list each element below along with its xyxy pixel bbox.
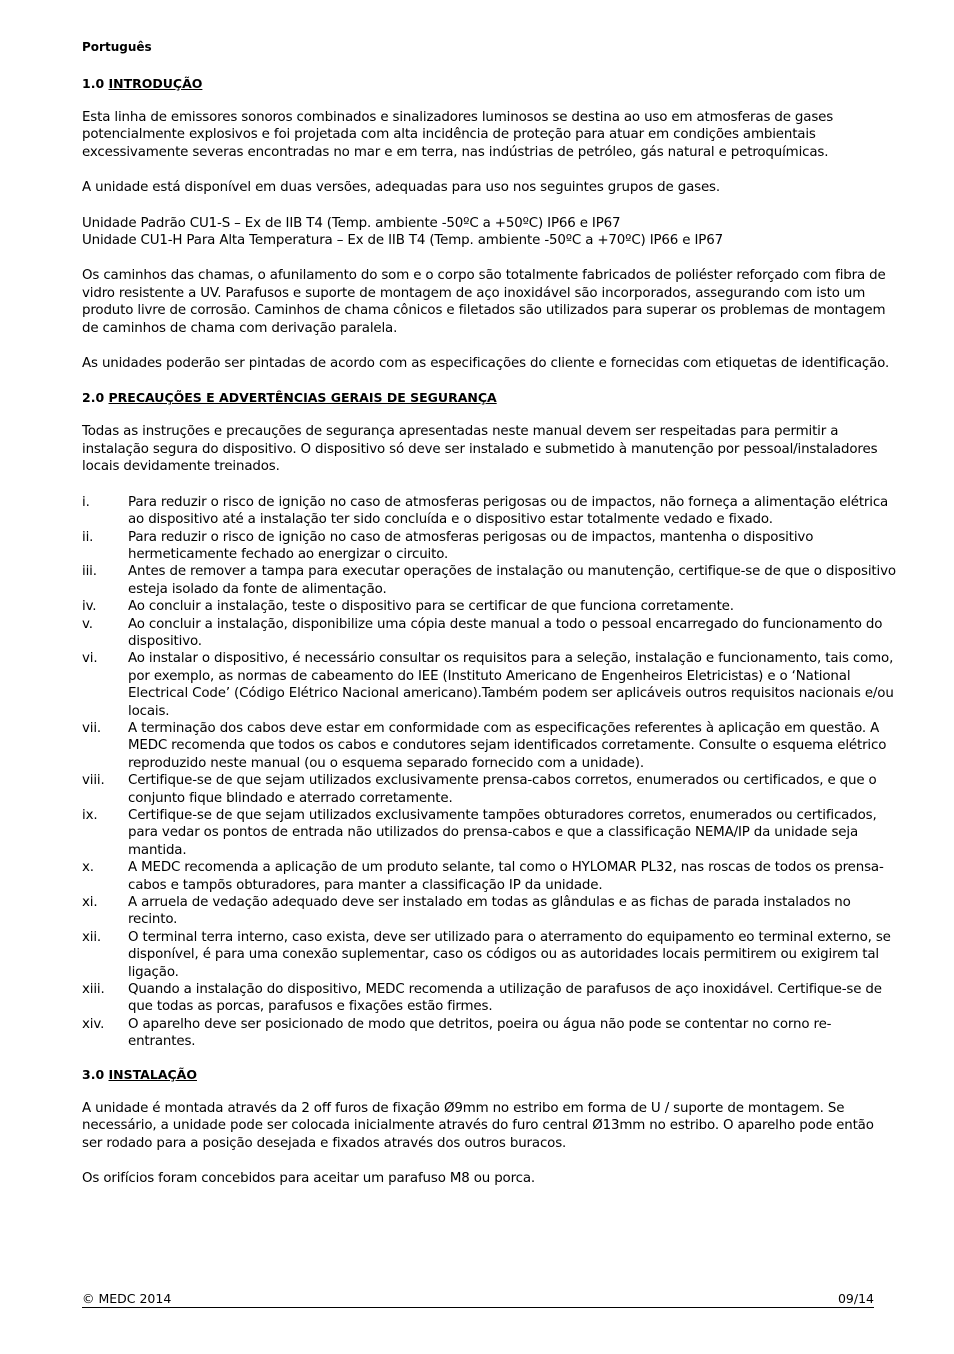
page-footer <box>82 1291 874 1308</box>
section-3-title: INSTALAÇÃO <box>108 1066 197 1082</box>
intro-paragraph-3: Os caminhos das chamas, o afunilamento do som e o corpo são totalmente fabricados de poliéster reforçado com fibra de vidro resistente a UV. Parafusos e suporte de montagem de aço inoxidável são incorporados, assegurando com isto um produto livre de corrosão. Caminhos de chama cônicos e filetados são utilizados para superar os problemas de montagem de caminhos de chama com derivação paralela. <box>82 268 886 336</box>
section-1-title: INTRODUÇÃO <box>108 76 203 91</box>
list-item-text: A MEDC recomenda a aplicação de um produto selante, tal como o HYLOMAR PL32, nas roscas de todos os prensa-cabos e tampõs obturadores, para manter a classificação IP da unidade. <box>128 860 884 893</box>
installation-paragraph-1: A unidade é montada através da 2 off furos de fixação Ø9mm no estribo em forma de U / suporte de montagem. Se necessário, a unidade pode ser colocada inicialmente através do furo central Ø13mm no estribo. O aparelho pode então ser rodado para a posição desejada e fixados através dos outros buracos. <box>82 1100 874 1151</box>
list-item <box>82 720 898 772</box>
list-item <box>82 563 898 598</box>
list-item-text: Ao instalar o dispositivo, é necessário consultar os requisitos para a seleção, instalação e funcionamento, tais como, por exemplo, as normas de cabeamento do IEE (Instituto Americano de Engenheiros Eletricistas) e o ‘National Electrical Code’ (Código Elétrico Nacional americano).Também podem ser aplicáveis outros requisitos nacionais e/ou locais. <box>128 651 894 719</box>
list-item-text: O terminal terra interno, caso exista, deve ser utilizado para o aterramento do equipamento eo terminal externo, se disponível, é para uma conexão suplementar, caso os códigos ou as autoridades locais permitirem ou exigirem tal ligação. <box>128 929 891 980</box>
section-1-number: 1.0 <box>82 76 105 91</box>
installation-paragraph-2: Os orifícios foram concebidos para aceitar um parafuso M8 ou porca. <box>82 1170 536 1186</box>
list-item-text: Quando a instalação do dispositivo, MEDC recomenda a utilização de parafusos de aço inoxidável. Certifique-se de que todas as porcas, parafusos e fixações estão firmes. <box>128 982 882 1015</box>
list-item <box>82 494 898 529</box>
list-item-text: Para reduzir o risco de ignição no caso de atmosferas perigosas ou de impactos, mantenha o dispositivo hermeticamente fechado ao energizar o circuito. <box>128 529 814 562</box>
list-item <box>82 650 898 720</box>
list-item-text: O aparelho deve ser posicionado de modo que detritos, poeira ou água não pode se contentar no corno re-entrantes. <box>128 1016 832 1050</box>
safety-list <box>82 494 898 1051</box>
list-item-number: x. <box>82 860 94 876</box>
list-item-number: xii. <box>82 929 102 945</box>
list-item-number: viii. <box>82 773 105 789</box>
safety-paragraph: Todas as instruções e precauções de segurança apresentadas neste manual devem ser respeitadas para permitir a instalação segura do dispositivo. O dispositivo só deve ser instalado e submetido à manutenção por pessoal/instaladores locais devidamente treinados. <box>82 424 878 475</box>
section-2-number: 2.0 <box>82 390 105 406</box>
list-item <box>82 529 898 564</box>
list-item <box>82 807 898 859</box>
list-item <box>82 616 898 651</box>
list-item <box>82 929 898 981</box>
version-high-temp: Unidade CU1-H Para Alta Temperatura – Ex de IIB T4 (Temp. ambiente -50ºC a +70ºC) IP66 e IP67 <box>82 233 723 249</box>
list-item-number: v. <box>82 616 93 632</box>
list-item-number: xiii. <box>82 982 105 998</box>
list-item <box>82 598 898 615</box>
list-item-number: ii. <box>82 529 94 545</box>
language-label: Português <box>82 40 152 54</box>
footer-date: 09/14 <box>837 1291 874 1306</box>
list-item-number: ix. <box>82 808 98 823</box>
list-item-text: A arruela de vedação adequado deve ser instalado em todas as glândulas e as fichas de parada instalados no recinto. <box>128 895 851 928</box>
list-item-text: Ao concluir a instalação, teste o dispositivo para se certificar de que funciona corretamente. <box>128 599 734 615</box>
intro-paragraph-2: A unidade está disponível em duas versões, adequadas para uso nos seguintes grupos de gases. <box>82 180 720 196</box>
list-item <box>82 772 898 807</box>
list-item-number: xiv. <box>82 1016 105 1032</box>
section-1-heading <box>82 76 898 91</box>
list-item-number: iii. <box>82 564 97 580</box>
list-item-text: Antes de remover a tampa para executar operações de instalação ou manutenção, certifique-se de que o dispositivo esteja isolado da fonte de alimentação. <box>128 564 896 597</box>
list-item-text: A terminação dos cabos deve estar em conformidade com as especificações referentes à aplicação em questão. A MEDC recomenda que todos os cabos e condutores sejam identificados corretamente. Consulte o esquema elétrico reproduzido neste manual (ou o esquema separado fornecido com a unidade). <box>128 720 887 771</box>
section-2-title: PRECAUÇÕES E ADVERTÊNCIAS GERAIS DE SEGURANÇA <box>108 390 497 406</box>
list-item-number: vi. <box>82 651 98 667</box>
list-item-number: i. <box>82 494 90 510</box>
list-item-number: iv. <box>82 599 97 615</box>
list-item-number: vii. <box>82 720 102 736</box>
intro-paragraph-4: As unidades poderão ser pintadas de acordo com as especificações do cliente e fornecidas com etiquetas de identificação. <box>82 356 890 372</box>
section-3-heading <box>82 1067 898 1082</box>
section-2-heading <box>82 390 898 405</box>
list-item-text: Para reduzir o risco de ignição no caso de atmosferas perigosas ou de impactos, não forneça a alimentação elétrica ao dispositivo até a instalação ter sido concluída e o dispositivo estar totalmente vedado e fixado. <box>128 494 889 528</box>
list-item <box>82 859 898 894</box>
intro-paragraph-1: Esta linha de emissores sonoros combinados e sinalizadores luminosos se destina ao uso em atmosferas de gases potencialmente explosivos e foi projetada com alta incidência de proteção para atuar em condições ambientais excessivamente severas encontradas no mar e em terra, nas indústrias de petróleo, gás natural e petroquímicas. <box>82 110 834 160</box>
document-page <box>82 40 898 1205</box>
list-item-text: Certifique-se de que sejam utilizados exclusivamente tampões obturadores corretos, enumerados ou certificados, para vedar os pontos de entrada não utilizados do prensa-cabos e que a classificação NEMA/IP da unidade seja mantida. <box>128 808 877 858</box>
list-item <box>82 894 898 929</box>
list-item-number: xi. <box>82 895 98 911</box>
list-item-text: Certifique-se de que sejam utilizados exclusivamente prensa-cabos corretos, enumerados ou certificados, e que o conjunto fique blindado e aterrado corretamente. <box>128 773 877 806</box>
list-item <box>82 1016 898 1051</box>
section-3-number: 3.0 <box>82 1066 105 1082</box>
footer-copyright: © MEDC 2014 <box>82 1291 172 1306</box>
version-standard: Unidade Padrão CU1-S – Ex de IIB T4 (Temp. ambiente -50ºC a +50ºC) IP66 e IP67 <box>82 215 621 231</box>
list-item-text: Ao concluir a instalação, disponibilize uma cópia deste manual a todo o pessoal encarregado do funcionamento do dispositivo. <box>128 616 883 649</box>
list-item <box>82 981 898 1016</box>
